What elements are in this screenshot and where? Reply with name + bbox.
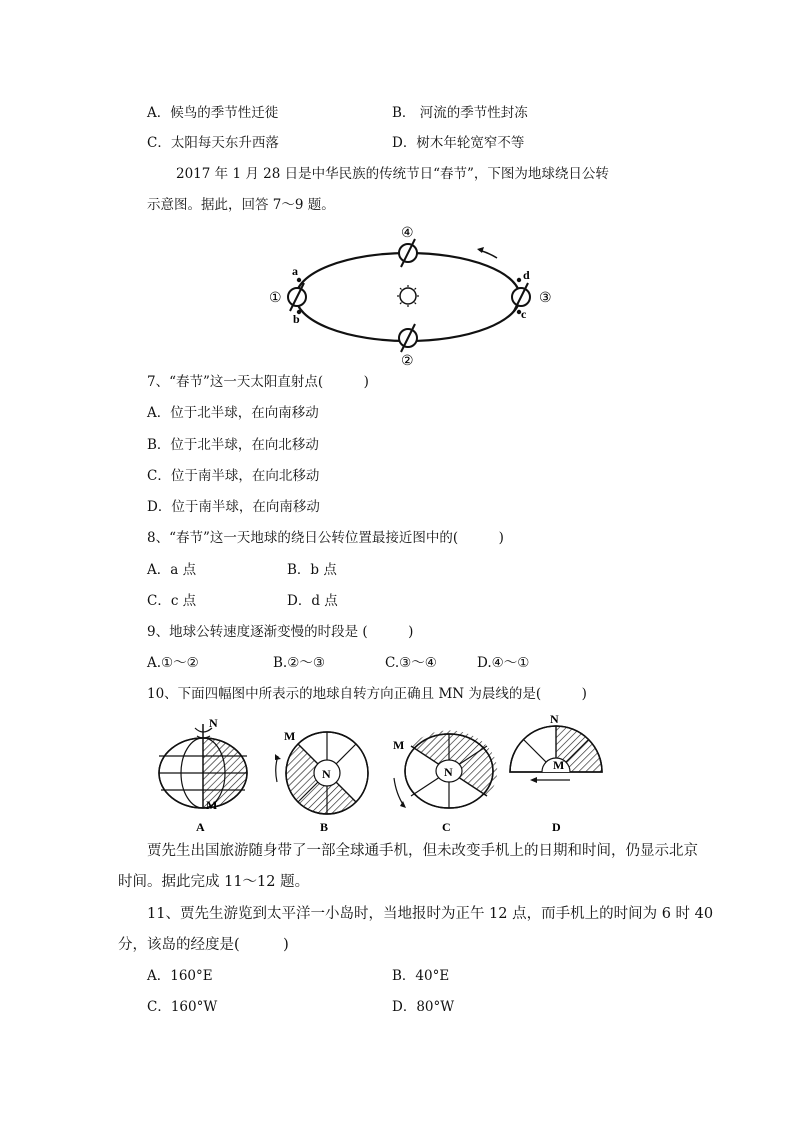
figure-c-caption: C: [442, 820, 451, 834]
q7-option-a: A．位于北半球，在向南移动: [147, 405, 319, 421]
q8-option-d: D．d 点: [287, 593, 338, 609]
figure-c-label-m: M: [393, 738, 405, 752]
figure-b-caption: B: [320, 820, 329, 834]
q6-option-c: C．太阳每天东升西落: [147, 135, 279, 151]
earth-position-2: [399, 324, 417, 352]
figure-a: [159, 716, 247, 834]
figure-a-label-n: N: [209, 716, 218, 730]
intro-2-line-2: 时间。据此完成 11～12 题。: [118, 874, 310, 890]
figure-b-label-n: N: [322, 767, 331, 781]
intro-2-line-1: 贾先生出国旅游随身带了一部全球通手机，但未改变手机上的日期和时间，仍显示北京: [147, 843, 698, 859]
q8-option-a: A．a 点: [147, 562, 197, 578]
q11-option-d: D．80°W: [392, 999, 455, 1015]
earth-position-4: [399, 239, 417, 267]
q11-option-b: B．40°E: [392, 968, 450, 984]
label-b: b: [293, 312, 300, 326]
q9-stem: 9、地球公转速度逐渐变慢的时段是 ( ): [147, 624, 414, 640]
earth-position-1: [288, 283, 306, 311]
label-position-3: ③: [539, 291, 552, 306]
q11-stem-line-2: 分，该岛的经度是( ): [118, 937, 289, 953]
label-position-2: ②: [401, 354, 414, 368]
q9-option-d: D.④～①: [477, 655, 530, 671]
label-position-4: ④: [401, 226, 414, 241]
q6-option-a: A．候鸟的季节性迁徙: [147, 105, 279, 121]
figure-a-caption: A: [196, 820, 205, 834]
figure-c: [393, 730, 497, 834]
q6-option-b: B． 河流的季节性封冻: [392, 105, 528, 121]
figure-b-label-m: M: [284, 729, 296, 743]
figure-d-label-m: M: [553, 758, 565, 772]
q10-figures: [150, 712, 620, 836]
q8-stem: 8、“春节”这一天地球的绕日公转位置最接近图中的( ): [147, 530, 504, 546]
q8-option-b: B．b 点: [287, 562, 337, 578]
q8-option-c: C．c 点: [147, 593, 197, 609]
label-position-1: ①: [269, 291, 282, 306]
figure-a-label-m: M: [206, 798, 218, 812]
figure-d-caption: D: [552, 820, 561, 834]
direction-arrow-icon: [477, 247, 497, 258]
q7-option-c: C．位于南半球，在向北移动: [147, 468, 320, 484]
q7-option-d: D．位于南半球，在向南移动: [147, 499, 320, 515]
q7-option-b: B．位于北半球，在向北移动: [147, 437, 319, 453]
q9-option-a: A.①～②: [147, 655, 199, 671]
q11-stem-line-1: 11、贾先生游览到太平洋一小岛时，当地报时为正午 12 点，而手机上的时间为 6 时 40: [147, 906, 714, 922]
label-a: a: [292, 264, 298, 278]
figure-d-label-n: N: [550, 712, 559, 726]
label-d: d: [523, 268, 530, 282]
intro-1-line-2: 示意图。据此，回答 7～9 题。: [147, 197, 335, 213]
sun-icon: [397, 285, 419, 307]
orbit-diagram: [255, 220, 565, 368]
q9-option-b: B.②～③: [273, 655, 325, 671]
q11-option-a: A．160°E: [147, 968, 213, 984]
q7-stem: 7、“春节”这一天太阳直射点( ): [147, 374, 369, 390]
figure-b: [275, 729, 368, 834]
q6-option-d: D．树木年轮宽窄不等: [392, 135, 525, 151]
figure-d: [510, 712, 602, 834]
q10-stem: 10、下面四幅图中所表示的地球自转方向正确且 MN 为晨线的是( ): [147, 686, 587, 702]
q9-option-c: C.③～④: [385, 655, 437, 671]
intro-1-line-1: 2017 年 1 月 28 日是中华民族的传统节日“春节”，下图为地球绕日公转: [176, 166, 609, 182]
figure-c-label-n: N: [444, 765, 453, 779]
label-c: c: [521, 307, 527, 321]
q11-option-c: C．160°W: [147, 999, 218, 1015]
